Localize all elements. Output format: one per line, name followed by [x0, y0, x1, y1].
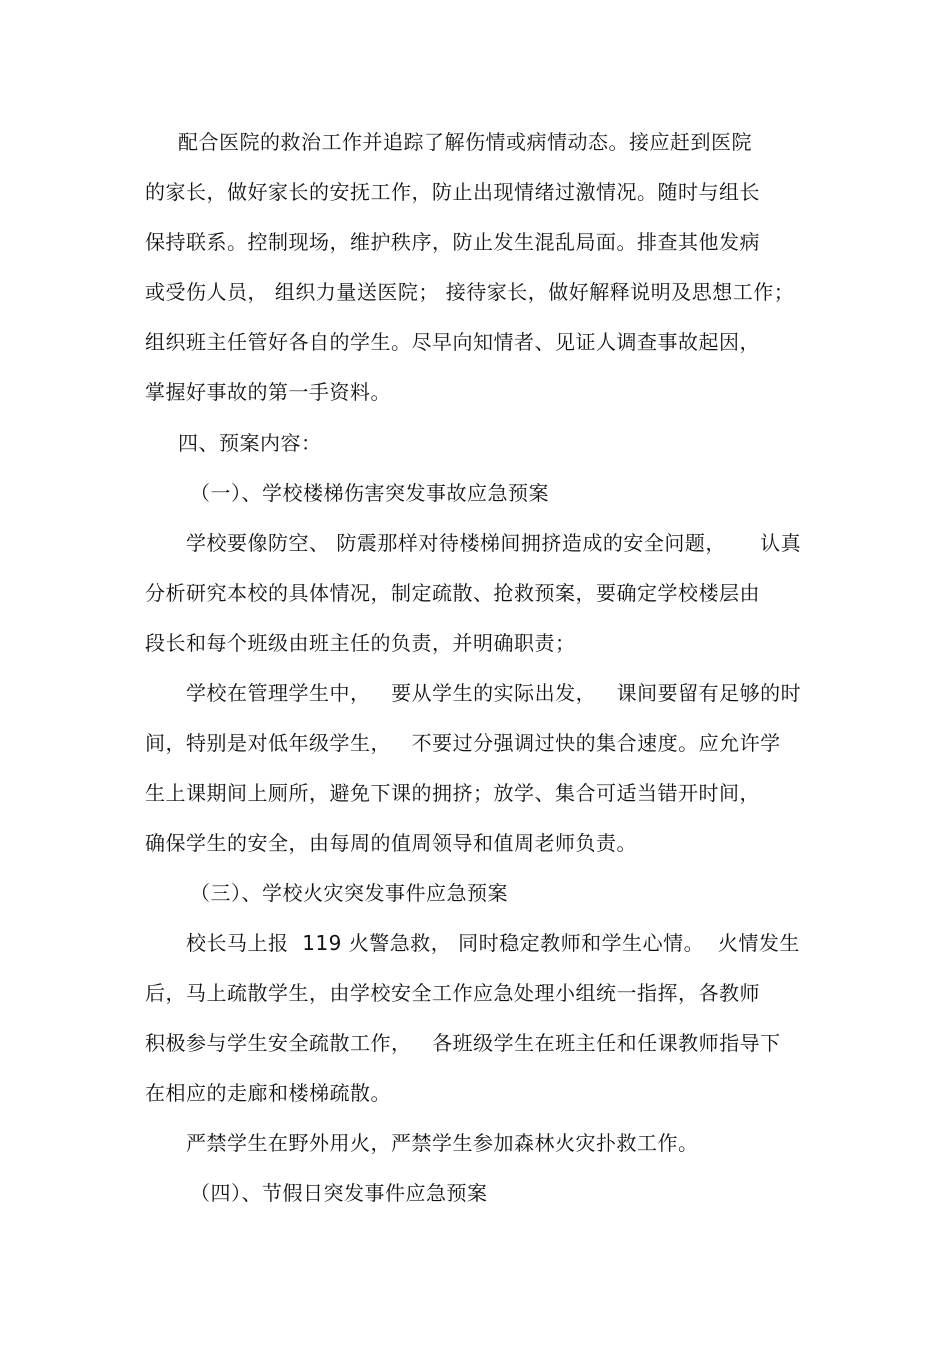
text-line: 学校要像防空、 防震那样对待楼梯间拥挤造成的安全问题， 认真 — [186, 531, 802, 555]
text-line: 确保学生的安全，由每周的值周领导和值周老师负责。 — [145, 831, 637, 855]
text-line: 后，马上疏散学生，由学校安全工作应急处理小组统一指挥，各教师 — [145, 981, 760, 1005]
text-line: 配合医院的救治工作并追踪了解伤情或病情动态。接应赶到医院 — [178, 130, 752, 154]
text-line: 段长和每个班级由班主任的负责，并明确职责； — [145, 631, 576, 655]
text-line: 分析研究本校的具体情况，制定疏散、抢救预案，要确定学校楼层由 — [145, 581, 760, 605]
subsection-heading: （三）、学校火灾突发事件应急预案 — [190, 881, 508, 905]
text-line: 间，特别是对低年级学生， 不要过分强调过快的集合速度。应允许学 — [145, 731, 781, 755]
text-line: 积极参与学生安全疏散工作， 各班级学生在班主任和任课教师指导下 — [145, 1031, 781, 1055]
text-line: 保持联系。控制现场，维护秩序，防止发生混乱局面。排查其他发病 — [145, 230, 760, 254]
subsection-heading: （四）、节假日突发事件应急预案 — [190, 1181, 488, 1205]
text-line: 校长马上报 119 火警急救， 同时稳定教师和学生心情。 火情发生 — [186, 931, 800, 955]
text-line: 在相应的走廊和楼梯疏散。 — [145, 1081, 391, 1105]
text-line: 或受伤人员， 组织力量送医院； 接待家长，做好解释说明及思想工作； — [145, 280, 795, 304]
text-line: 学校在管理学生中， 要从学生的实际出发， 课间要留有足够的时 — [186, 681, 802, 705]
text-line: 组织班主任管好各自的学生。尽早向知情者、见证人调查事故起因， — [145, 330, 760, 354]
text-line: 掌握好事故的第一手资料。 — [145, 380, 391, 404]
text-line: 生上课期间上厕所，避免下课的拥挤；放学、集合可适当错开时间， — [145, 781, 760, 805]
subsection-heading: （一）、学校楼梯伤害突发事故应急预案 — [190, 481, 549, 505]
text-line: 严禁学生在野外用火，严禁学生参加森林火灾扑救工作。 — [186, 1131, 699, 1155]
section-heading: 四、预案内容： — [178, 431, 322, 455]
text-line: 的家长，做好家长的安抚工作，防止出现情绪过激情况。随时与组长 — [145, 180, 760, 204]
